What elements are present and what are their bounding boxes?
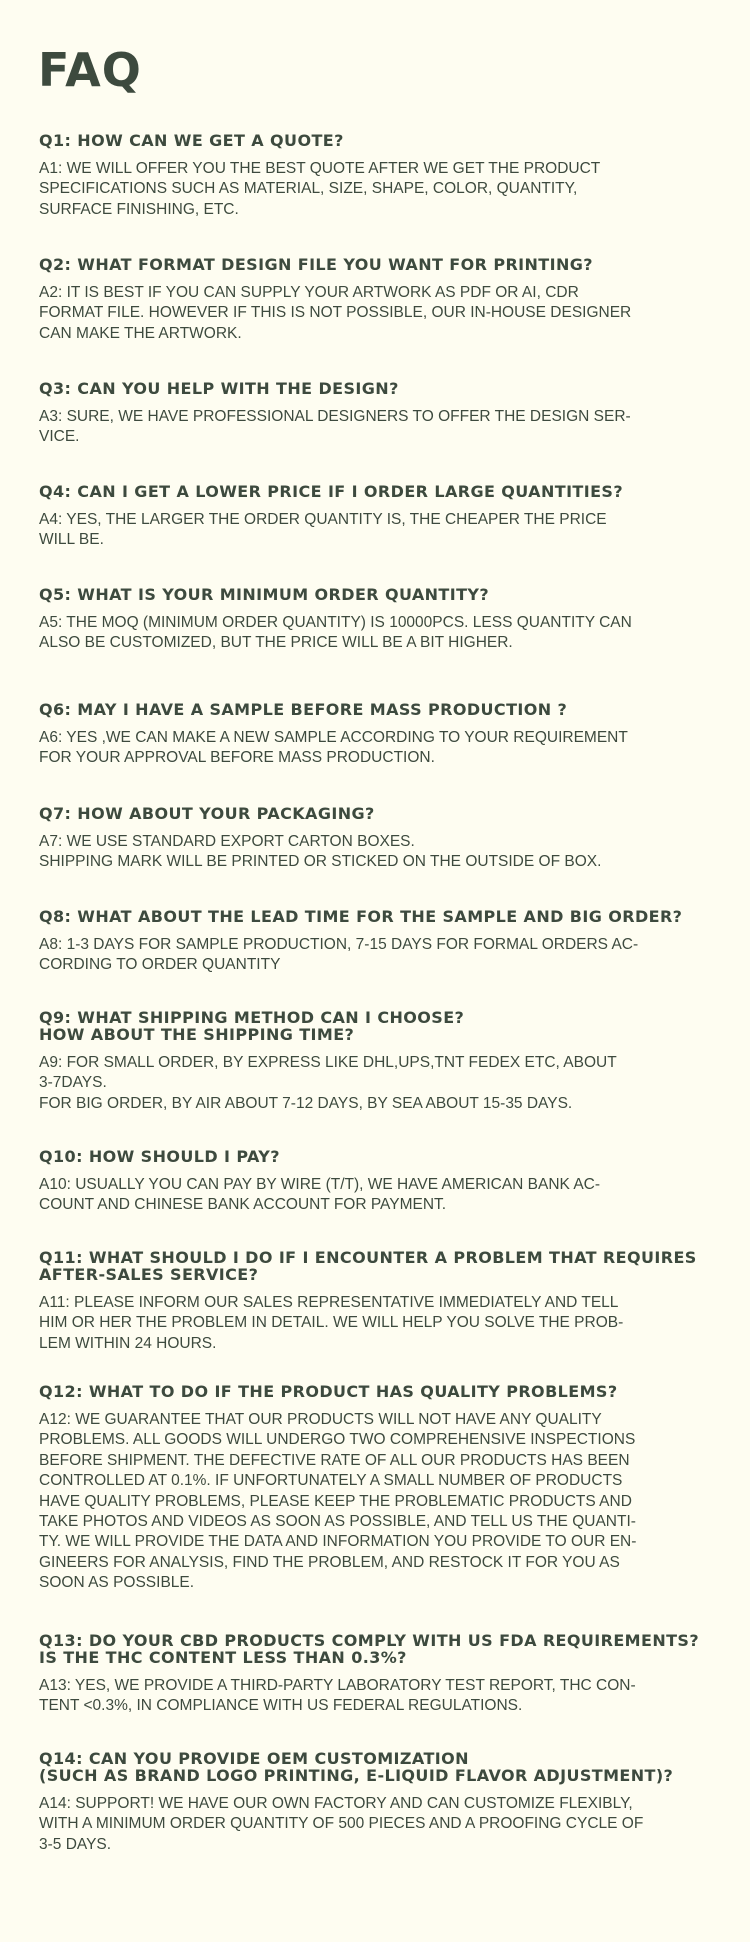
- faq-question: Q7: HOW ABOUT YOUR PACKAGING?: [39, 804, 375, 823]
- faq-item-14: [39, 1750, 714, 1855]
- faq-item-3: [39, 380, 714, 448]
- faq-answer: A1: WE WILL OFFER YOU THE BEST QUOTE AFTER WE GET THE PRODUCT SPECIFICATIONS SUCH AS MATERIAL, SIZE, SHAPE, COLOR, QUANTITY, SURFACE FINISHING, ETC.: [39, 160, 601, 218]
- faq-answer: A2: IT IS BEST IF YOU CAN SUPPLY YOUR ARTWORK AS PDF OR AI, CDR FORMAT FILE. HOWEVER IF THIS IS NOT POSSIBLE, OUR IN-HOUSE DESIGNER CAN MAKE THE ARTWORK.: [39, 284, 632, 342]
- faq-question: Q10: HOW SHOULD I PAY?: [39, 1147, 280, 1166]
- faq-question: Q11: WHAT SHOULD I DO IF I ENCOUNTER A PROBLEM THAT REQUIRES AFTER-SALES SERVICE?: [39, 1248, 697, 1284]
- faq-item-9: [39, 1009, 714, 1114]
- faq-answer: A12: WE GUARANTEE THAT OUR PRODUCTS WILL NOT HAVE ANY QUALITY PROBLEMS. ALL GOODS WILL UNDERGO TWO COMPREHENSIVE INSPECTIONS BEFORE SHIPMENT. THE DEFECTIVE RATE OF ALL OUR PRODUCTS HAS BEEN CONTROLLED AT 0.1%. IF UNFORTUNATELY A SMALL NUMBER OF PRODUCTS HAVE QUALITY PROBLEMS, PLEASE KEEP THE PROBLEMATIC PRODUCTS AND TAKE PHOTOS AND VIDEOS AS SOON AS POSSIBLE, AND TELL US THE QUANTI- TY. WE WILL PROVIDE THE DATA AND INFORMATION YOU PROVIDE TO OUR EN- GINEERS FOR ANALYSIS, FIND THE PROBLEM, AND RESTOCK IT FOR YOU AS SOON AS POSSIBLE.: [39, 1411, 637, 1592]
- faq-answer: A5: THE MOQ (MINIMUM ORDER QUANTITY) IS 10000PCS. LESS QUANTITY CAN ALSO BE CUSTOMIZED, BUT THE PRICE WILL BE A BIT HIGHER.: [39, 614, 632, 652]
- faq-item-13: [39, 1632, 714, 1717]
- faq-item-10: [39, 1148, 714, 1216]
- faq-answer: A10: USUALLY YOU CAN PAY BY WIRE (T/T), WE HAVE AMERICAN BANK AC- COUNT AND CHINESE BANK ACCOUNT FOR PAYMENT.: [39, 1176, 601, 1214]
- faq-answer: A8: 1-3 DAYS FOR SAMPLE PRODUCTION, 7-15 DAYS FOR FORMAL ORDERS AC- CORDING TO ORDER QUANTITY: [39, 936, 639, 974]
- faq-question: Q6: MAY I HAVE A SAMPLE BEFORE MASS PRODUCTION ?: [39, 700, 568, 719]
- faq-answer: A14: SUPPORT! WE HAVE OUR OWN FACTORY AND CAN CUSTOMIZE FLEXIBLY, WITH A MINIMUM ORDER QUANTITY OF 500 PIECES AND A PROOFING CYCLE OF 3-5 DAYS.: [39, 1795, 644, 1853]
- faq-question: Q1: HOW CAN WE GET A QUOTE?: [39, 131, 344, 150]
- faq-question: Q3: CAN YOU HELP WITH THE DESIGN?: [39, 379, 399, 398]
- faq-question: Q8: WHAT ABOUT THE LEAD TIME FOR THE SAMPLE AND BIG ORDER?: [39, 907, 683, 926]
- faq-question: Q9: WHAT SHIPPING METHOD CAN I CHOOSE? HOW ABOUT THE SHIPPING TIME?: [39, 1008, 465, 1044]
- faq-question: Q2: WHAT FORMAT DESIGN FILE YOU WANT FOR PRINTING?: [39, 255, 593, 274]
- faq-answer: A6: YES ,WE CAN MAKE A NEW SAMPLE ACCORDING TO YOUR REQUIREMENT FOR YOUR APPROVAL BEFORE MASS PRODUCTION.: [39, 729, 628, 767]
- faq-question: Q5: WHAT IS YOUR MINIMUM ORDER QUANTITY?: [39, 585, 490, 604]
- faq-item-4: [39, 483, 714, 551]
- faq-item-11: [39, 1249, 714, 1354]
- faq-question: Q4: CAN I GET A LOWER PRICE IF I ORDER LARGE QUANTITIES?: [39, 482, 624, 501]
- faq-item-5: [39, 586, 714, 654]
- faq-item-1: [39, 132, 714, 220]
- faq-item-12: [39, 1383, 714, 1594]
- page-title: FAQ: [38, 43, 142, 97]
- faq-question: Q12: WHAT TO DO IF THE PRODUCT HAS QUALITY PROBLEMS?: [39, 1382, 618, 1401]
- faq-answer: A9: FOR SMALL ORDER, BY EXPRESS LIKE DHL,UPS,TNT FEDEX ETC, ABOUT 3-7DAYS. FOR BIG ORDER, BY AIR ABOUT 7-12 DAYS, BY SEA ABOUT 15-35 DAYS.: [39, 1054, 617, 1112]
- faq-question: Q14: CAN YOU PROVIDE OEM CUSTOMIZATION (SUCH AS BRAND LOGO PRINTING, E-LIQUID FLAVOR ADJUSTMENT)?: [39, 1749, 674, 1785]
- faq-item-6: [39, 701, 714, 769]
- faq-answer: A3: SURE, WE HAVE PROFESSIONAL DESIGNERS TO OFFER THE DESIGN SER- VICE.: [39, 408, 631, 446]
- faq-item-8: [39, 908, 714, 976]
- faq-answer: A7: WE USE STANDARD EXPORT CARTON BOXES. SHIPPING MARK WILL BE PRINTED OR STICKED ON THE OUTSIDE OF BOX.: [39, 833, 602, 871]
- faq-answer: A4: YES, THE LARGER THE ORDER QUANTITY IS, THE CHEAPER THE PRICE WILL BE.: [39, 511, 607, 549]
- faq-answer: A13: YES, WE PROVIDE A THIRD-PARTY LABORATORY TEST REPORT, THC CON- TENT <0.3%, IN COMPLIANCE WITH US FEDERAL REGULATIONS.: [39, 1677, 636, 1715]
- faq-question: Q13: DO YOUR CBD PRODUCTS COMPLY WITH US FDA REQUIREMENTS? IS THE THC CONTENT LESS THAN 0.3%?: [39, 1631, 700, 1667]
- faq-item-2: [39, 256, 714, 344]
- faq-item-7: [39, 805, 714, 873]
- faq-answer: A11: PLEASE INFORM OUR SALES REPRESENTATIVE IMMEDIATELY AND TELL HIM OR HER THE PROBLEM IN DETAIL. WE WILL HELP YOU SOLVE THE PROB- LEM WITHIN 24 HOURS.: [39, 1294, 624, 1352]
